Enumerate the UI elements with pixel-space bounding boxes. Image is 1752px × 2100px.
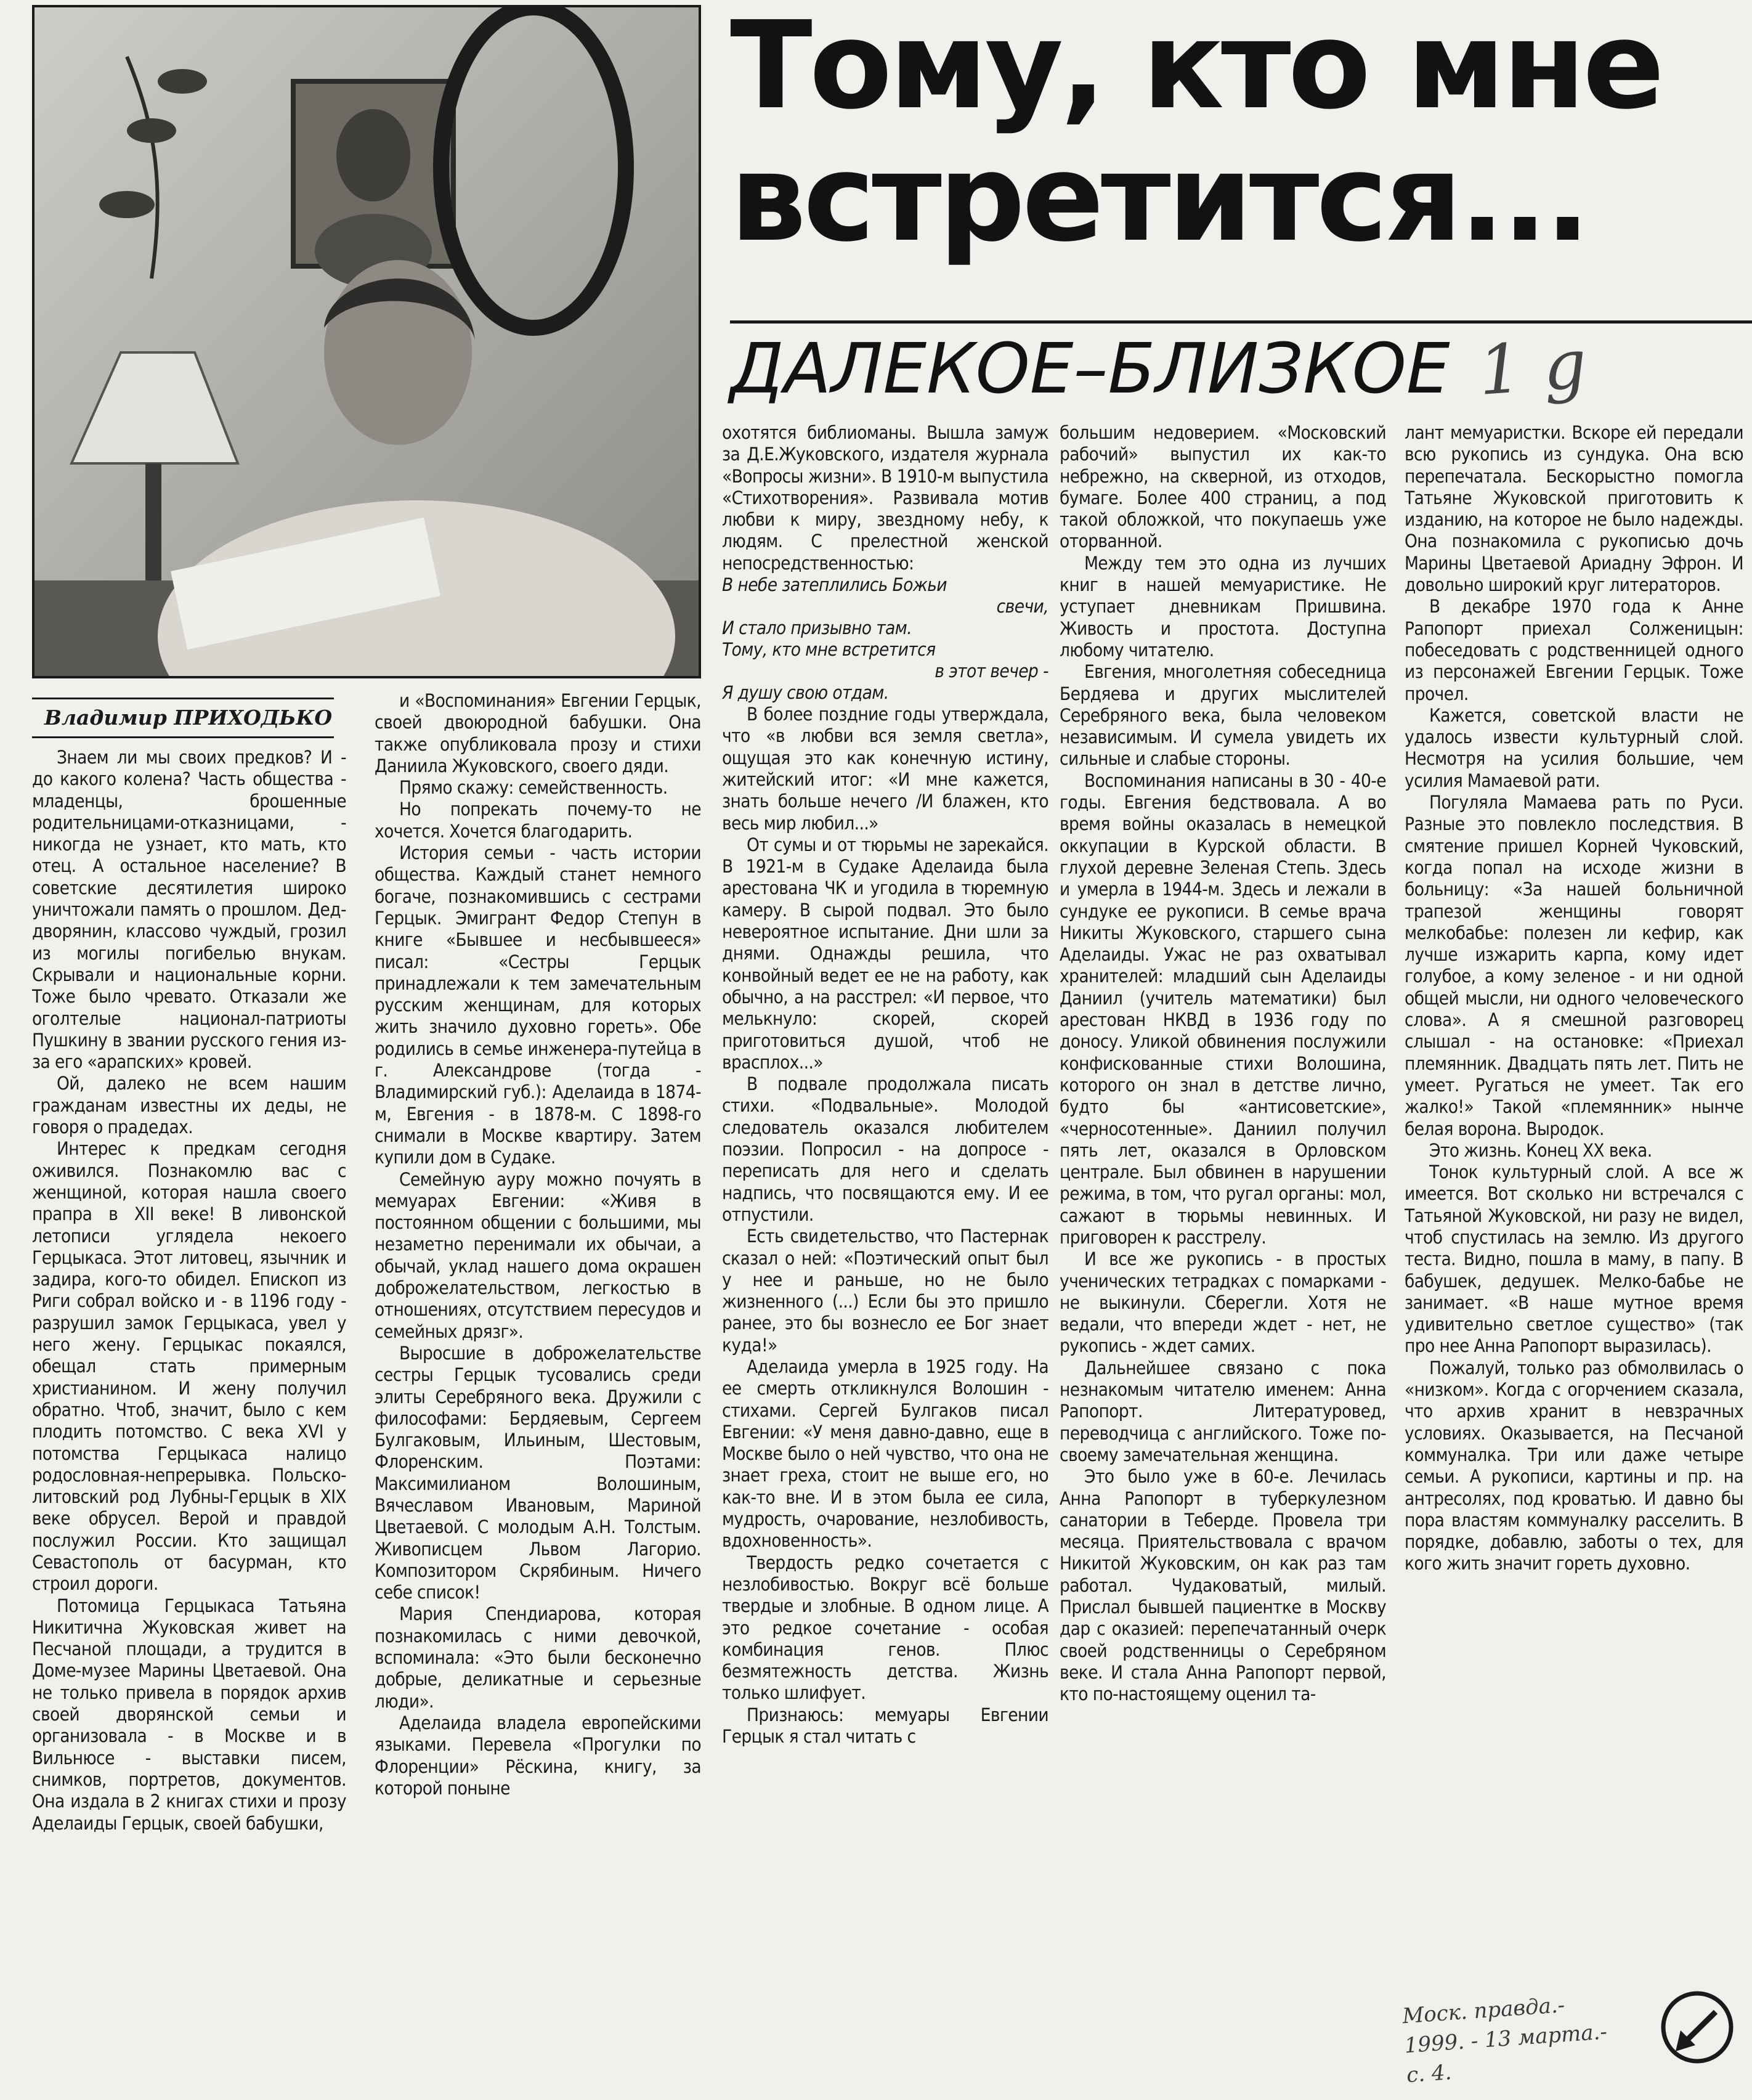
article-paragraph: Есть свидетельство, что Пастернак сказал о ней: «Поэтический опыт был у нее и раньше, но не было жизненного (...) Если бы это пришло ранее, это бы вознесло ее Бог знает куда!»	[722, 1226, 1048, 1356]
circle-arrow-icon	[1657, 1987, 1737, 2067]
article-paragraph: Выросшие в доброжелательстве сестры Герцык тусовались среди элиты Серебряного века. Дружили с философами: Бердяевым, Сергеем Булгаковым, Ильиным, Шестовым, Флоренским. Поэтами: Максимилианом Волошиным, Вячеславом Ивановым, Мариной Цветаевой. С молодым А.Н. Толстым. Живописцем Львом Лагорио. Композитором Скрябиным. Ничего себе список!	[375, 1342, 701, 1603]
article-paragraph: и «Воспоминания» Евгении Герцык, своей двоюродной бабушки. Она также опубликовала прозу и стихи Даниила Жуковского, своего дяди.	[375, 690, 701, 776]
article-paragraph: Тонок культурный слой. А все ж имеется. Вот сколько ни встречался с Татьяной Жуковской, ни разу не видел, чтоб спустилась на землю. Из другого теста. Видно, пошла в маму, в папу. В бабушек, дедушек. Мелко-бабье не занимает. «В наше мутное время удивительно светлое существо» (так про нее Анна Рапопорт выразилась).	[1405, 1162, 1743, 1357]
article-paragraph: Это жизнь. Конец XX века.	[1429, 1139, 1652, 1161]
article-paragraph: Погуляла Мамаева рать по Руси. Разные это повлекло последствия. В смятение пришел Корней Чуковский, когда попал на исходе жизни в больницу: «За нашей больничной трапезой женщины говорят мелкобабье: полезен ли кефир, как лучше изжарить карпа, кому идет голубое, а кому зеленое - и ни одной общей мысли, ни одного человеческого слова». А я смешной разговорец слышал - на остановке: «Приехал племянник. Двадцать пять лет. Пить не умеет. Ругаться не умеет. Так его жалко!» Такой «племянник» нынче белая ворона. Выродок.	[1405, 792, 1743, 1139]
article-paragraph: Признаюсь: мемуары Евгении Герцык я стал читать с	[722, 1704, 1048, 1748]
article-paragraph: охотятся библиоманы. Вышла замуж за Д.Е.Жуковского, издателя журнала «Вопросы жизни». В 1910-м выпустила «Стихотворения». Развивала мотив любви к миру, звездному небу, к людям. С прелестной женской непосредственностью:	[722, 422, 1048, 574]
article-paragraph: Ой, далеко не всем нашим гражданам известны их деды, не говоря о прадедах.	[32, 1073, 346, 1138]
verse-line: Я душу свою отдам.	[722, 682, 889, 704]
article-paragraph: История семьи - часть истории общества. Каждый станет немного богаче, познакомившись с сестрами Герцык. Эмигрант Федор Степун в книге «Бывшее и несбывшееся» писал: «Сестры Герцык принадлежали к тем замечательным русским женщинам, для которых жить значило духовно гореть». Обе родились в семье инженера-путейца в г. Александрове (тогда - Владимирский губ.): Аделаида в 1874-м, Евгения - в 1878-м. С 1898-го снимали в Москве квартиру. Затем купили дом в Судаке.	[375, 842, 701, 1168]
byline-box	[32, 698, 334, 738]
article-paragraph: В более поздние годы утверждала, что «в любви вся земля светла», ощущая это как конечную истину, житейский итог: «И мне кажется, знать больше нечего /И блажен, кто весь мир любил...»	[722, 704, 1048, 834]
article-paragraph: Аделаида умерла в 1925 году. На ее смерть откликнулся Волошин - стихами. Сергей Булгаков писал Евгении: «У меня давно-давно, еще в Москве было о ней чувство, что она не знает греха, стоит не выше его, но как-то вне. И в этом была ее сила, мудрость, очарование, незлобивость, вдохновенность».	[722, 1356, 1048, 1552]
article-paragraph: Знаем ли мы своих предков? И - до какого колена? Часть общества - младенцы, брошенные родительницами-отказницами, - никогда не узнает, кто мать, кто отец. А остальное население? В советские десятилетия широко уничтожали память о прошлом. Дед-дворянин, классово чуждый, грозил из могилы погибелью внукам. Скрывали и национальные корни. Тоже было чревато. Отказали же оголтелые национал-патриоты Пушкину в звании русского гения из-за его «арапских» кровей.	[32, 747, 346, 1073]
byline: Владимир ПРИХОДЬКО	[44, 706, 333, 730]
article-paragraph: Но попрекать почему-то не хочется. Хочется благодарить.	[375, 799, 701, 842]
verse-line: Тому, кто мне встретится	[722, 639, 936, 661]
article-paragraph: Аделаида владела европейскими языками. Перевела «Прогулки по Флоренции» Рёскина, книгу, за которой поныне	[375, 1712, 701, 1799]
text-column-4	[1060, 422, 1386, 2084]
photo-image	[34, 7, 699, 676]
article-headline: Тому, кто мне встретится...	[730, 0, 1662, 269]
article-paragraph: Потомица Герцыкаса Татьяна Никитична Жуковская живет на Песчаной площади, а трудится в Доме-музее Марины Цветаевой. Она не только привела в порядок архив своей дворянской семьи и организовала - в Москве и в Вильнюсе - выставки писем, снимков, портретов, документов. Она издала в 2 книгах стихи и прозу Аделаиды Герцык, своей бабушки,	[32, 1595, 346, 1834]
article-paragraph: большим недоверием. «Московский рабочий» выпустил их как-то небрежно, на скверной, из отходов, бумаге. Более 400 страниц, а под такой обложкой, что покупаешь уже оторванной.	[1060, 422, 1386, 552]
article-paragraph: В подвале продолжала писать стихи. «Подвальные». Молодой следователь оказался любителем поэзии. Попросил - на допросе - переписать для него и сделать надпись, что посвящаются ему. И ее отпустили.	[722, 1073, 1048, 1225]
article-paragraph: Евгения, многолетняя собеседница Бердяева и других мыслителей Серебряного века, была человеком независимым. И сумела увидеть их сильные и слабые стороны.	[1060, 661, 1386, 770]
handwritten-source-note: Моск. правда.- 1999. - 13 марта.- с. 4.	[1401, 1993, 1608, 2088]
article-paragraph: В декабре 1970 года к Анне Рапопорт приехал Солженицын: побеседовать с родственницей одного из персонажей Евгении Герцык. Тоже прочел.	[1405, 596, 1743, 704]
rubric-title: ДАЛЕКОЕ–БЛИЗКОЕ	[730, 329, 1450, 409]
article-paragraph: Воспоминания написаны в 30 - 40-е годы. Евгения бедствовала. А во время войны оказалась в немецкой оккупации в Курской области. В глухой деревне Зеленая Степь. Здесь и умерла в 1944-м. Здесь и лежали в сундуке ее рукописи. В семье врача Никиты Жуковского, старшего сына Аделаиды. Ужас не раз охватывал хранителей: младший сын Аделаиды Даниил (учитель математики) был арестован НКВД в 1936 году по доносу. Уликой обвинения послужили конфискованные стихи Волошина, которого он знал в детстве лично, будто бы «антисоветские», «черносотенные». Даниил получил пять лет, оказался в Орловском централе. Был обвинен в нарушении режима, в том, что ругал органы: мол, сажают в тюрьмы невинных. И приговорен к расстрелу.	[1060, 770, 1386, 1248]
handwritten-rubric-note: 1 g	[1475, 324, 1589, 410]
text-column-1	[32, 747, 346, 2084]
article-paragraph: Пожалуй, только раз обмолвилась о «низком». Когда с огорчением сказала, что архив хранит в невзрачных условиях. Оказывается, на Песчаной коммуналка. Три или даже четыре семьи. А рукописи, картины и пр. на антресолях, под кроватью. И давно бы пора властям коммуналку расселить. В порядке, добавлю, заботы о тех, для кого жить значит гореть духовно.	[1405, 1357, 1743, 1574]
verse-line: свечи,	[996, 596, 1048, 617]
text-column-5	[1405, 422, 1743, 2084]
article-paragraph: Семейную ауру можно почуять в мемуарах Евгении: «Живя в постоянном общении с большими, мы незаметно перенимали их обычаи, а обычай, уклад нашего дома окрашен доброжелательством, легкостью в отношениях, отсутствием пересудов и семейных дрязг».	[375, 1168, 701, 1342]
article-paragraph: Между тем это одна из лучших книг в нашей мемуаристике. Не уступает дневникам Пришвина. Живость и простота. Доступна любому читателю.	[1060, 552, 1386, 661]
article-paragraph: Твердость редко сочетается с незлобивостью. Вокруг всё больше твердые и злобные. В одном лице. А это редкое сочетание - особая комбинация генов. Плюс безмятежность детства. Жизнь только шлифует.	[722, 1552, 1048, 1704]
text-column-2	[375, 690, 701, 2084]
article-photo	[32, 5, 701, 678]
article-paragraph: Это было уже в 60-е. Лечилась Анна Рапопорт в туберкулезном санатории в Теберде. Провела три месяца. Приятельствовала с врачом Никитой Жуковским, он как раз там работал. Чудаковатый, милый. Прислал бывшей пациентке в Москву дар с оказией: перепечатанный очерк своей родственницы о Серебряном веке. И стала Анна Рапопорт первой, кто по-настоящему оценил та-	[1060, 1466, 1386, 1705]
article-paragraph: От сумы и от тюрьмы не зарекайся. В 1921-м в Судаке Аделаида была арестована ЧК и угодила в тюремную камеру. В сырой подвал. Это было невероятное испытание. Дни шли за днями. Однажды решила, что конвойный ведет ее не на работу, как обычно, а на расстрел: «И первое, что мелькнуло: скорей, скорей приготовиться душой, чтоб не врасплох...»	[722, 834, 1048, 1073]
article-paragraph: лант мемуаристки. Вскоре ей передали всю рукопись из сундука. Она всю перепечатала. Бескорыстно помогла Татьяне Жуковской приготовить к изданию, на которое не было надежды. Она познакомила с рукописью дочь Марины Цветаевой Ариадну Эфрон. И довольно широкий круг литераторов.	[1405, 422, 1743, 596]
article-paragraph: Прямо скажу: семейственность.	[399, 777, 668, 799]
verse-line: И стало призывно там.	[722, 617, 912, 639]
verse-line: В небе затеплились Божьи	[722, 574, 947, 596]
verse-line: в этот вечер -	[935, 661, 1048, 682]
article-paragraph: И все же рукопись - в простых ученических тетрадках с помарками - не выкинули. Сберегли. Хотя не ведали, что впереди ждет - нет, не рукопись - ждет самих.	[1060, 1248, 1386, 1357]
article-paragraph: Кажется, советской власти не удалось извести культурный слой. Несмотря на усилия большие, чем усилия Мамаевой рати.	[1405, 704, 1743, 791]
rubric-bar	[730, 320, 1752, 416]
article-paragraph: Интерес к предкам сегодня оживился. Познакомлю вас с женщиной, которая нашла своего прапра в XII веке! В ливонской летописи углядела некоего Герцыкаса. Этот литовец, язычник и задира, кого-то обидел. Епископ из Риги собрал войско и - в 1196 году - разрушил замок Герцыкаса, увел у него жену. Герцыкас покаялся, обещал стать примерным христианином. И жену получил обратно. Чтоб, значит, было с кем плодить потомство. С века XVI у потомства Герцыкаса налицо родословная-непрерывка. Польско-литовский род Лубны-Герцык в XIX веке обрусел. Верой и правдой послужил России. Кто защищал Севастополь от басурман, кто строил дороги.	[32, 1138, 346, 1595]
text-column-3	[722, 422, 1048, 2084]
article-paragraph: Мария Спендиарова, которая познакомилась с ними девочкой, вспоминала: «Это были бесконечно добрые, деликатные и серьезные люди».	[375, 1603, 701, 1712]
article-paragraph: Дальнейшее связано с пока незнакомым читателю именем: Анна Рапопорт. Литературовед, переводчица с английского. Тоже по-своему замечательная женщина.	[1060, 1357, 1386, 1465]
